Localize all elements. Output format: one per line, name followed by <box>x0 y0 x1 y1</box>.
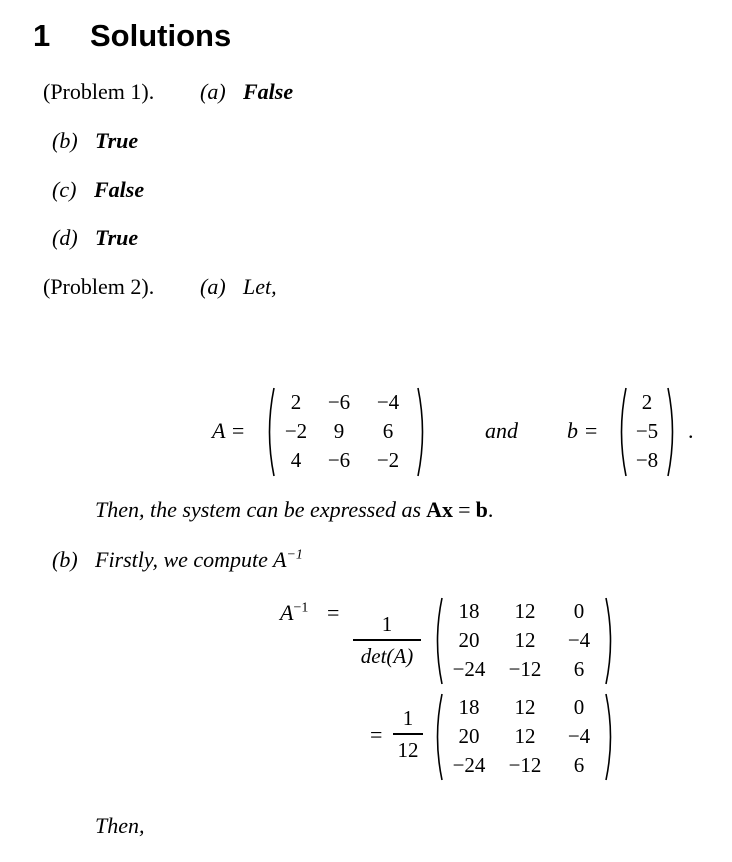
matrix-cell: 6 <box>382 419 394 443</box>
left-paren-icon <box>616 386 628 478</box>
left-paren-icon <box>432 692 444 782</box>
problem-2b-intro <box>95 547 303 573</box>
problem-1-label: (Problem 1). <box>43 79 155 104</box>
matrix-cell: −6 <box>327 448 351 472</box>
fraction-one-over-det <box>353 612 421 668</box>
problem-1-answer-c: False <box>94 177 145 202</box>
matrix-cell: 12 <box>514 628 536 652</box>
vector-cell: 2 <box>641 390 653 414</box>
right-paren-icon <box>604 596 616 686</box>
vector-b <box>616 386 680 478</box>
problem-2-part-a: (a) <box>200 274 226 299</box>
fraction-one-over-twelve <box>393 706 423 762</box>
matrix-cell: −12 <box>508 657 542 681</box>
section-title: Solutions <box>90 18 232 53</box>
matrix-cell: 6 <box>573 657 585 681</box>
matrix-cell: 9 <box>333 419 345 443</box>
matrix-cell: −6 <box>327 390 351 414</box>
fraction-denominator: det(A) <box>360 643 414 668</box>
matrix-cell: −4 <box>567 628 591 652</box>
vector-cell: −5 <box>635 419 659 443</box>
adjugate-matrix-2 <box>432 692 618 782</box>
problem-2b-intro-sup: −1 <box>286 547 303 563</box>
inverse-label <box>280 600 308 626</box>
vector-cell: −8 <box>635 448 659 472</box>
matrix-a-label: A = <box>212 418 246 443</box>
problem-1-part-a: (a) <box>200 79 226 104</box>
matrix-cell: −4 <box>376 390 400 414</box>
right-paren-icon <box>666 386 678 478</box>
matrix-cell: 6 <box>573 753 585 777</box>
equals-sign-1: = <box>327 600 340 625</box>
matrix-cell: 12 <box>514 695 536 719</box>
matrix-cell: 18 <box>458 695 480 719</box>
system-statement-text: Then, the system can be expressed as <box>95 497 422 522</box>
matrix-cell: 20 <box>458 628 480 652</box>
fraction-denominator: 12 <box>397 737 419 762</box>
matrix-cell: 0 <box>573 599 585 623</box>
inverse-label-sup: −1 <box>293 600 309 616</box>
left-paren-icon <box>432 596 444 686</box>
matrix-cell: −24 <box>452 657 486 681</box>
matrix-cell: 12 <box>514 599 536 623</box>
equation-sign: = <box>458 497 471 522</box>
equation-period: . <box>487 497 494 522</box>
left-paren-icon <box>264 386 276 478</box>
matrix-cell: 20 <box>458 724 480 748</box>
problem-1-answer-d: True <box>95 225 139 250</box>
inverse-label-a: A <box>280 600 294 625</box>
matrix-cell: 4 <box>290 448 302 472</box>
matrix-cell: 0 <box>573 695 585 719</box>
problem-1-answer-a: False <box>243 79 294 104</box>
problem-2b-intro-text: Firstly, we compute A <box>95 547 287 572</box>
problem-2b-then: Then, <box>95 813 145 838</box>
problem-2-part-b: (b) <box>52 547 78 572</box>
adjugate-matrix-1 <box>432 596 618 686</box>
vector-b-label: b = <box>567 418 599 443</box>
fraction-numerator: 1 <box>402 706 414 730</box>
matrix-cell: −24 <box>452 753 486 777</box>
system-statement <box>95 497 493 523</box>
fraction-numerator: 1 <box>381 612 393 636</box>
matrix-cell: −4 <box>567 724 591 748</box>
matrix-cell: 2 <box>290 390 302 414</box>
matrix-cell: −2 <box>376 448 400 472</box>
conjunction-and: and <box>485 418 518 443</box>
problem-1-part-b: (b) <box>52 128 78 153</box>
matrix-cell: 18 <box>458 599 480 623</box>
matrix-cell: −2 <box>284 419 308 443</box>
problem-1-answer-b: True <box>95 128 139 153</box>
equation-rhs: b <box>475 497 488 522</box>
problem-2a-intro: Let, <box>243 274 277 299</box>
problem-1-part-c: (c) <box>52 177 77 202</box>
problem-2-label: (Problem 2). <box>43 274 155 299</box>
equals-sign-2: = <box>370 722 383 747</box>
matrix-a <box>264 386 430 478</box>
problem-1-part-d: (d) <box>52 225 78 250</box>
matrix-cell: 12 <box>514 724 536 748</box>
vector-b-period: . <box>688 418 694 443</box>
matrix-cell: −12 <box>508 753 542 777</box>
right-paren-icon <box>416 386 428 478</box>
fraction-bar <box>393 733 423 735</box>
fraction-bar <box>353 639 421 641</box>
section-number: 1 <box>33 18 51 53</box>
equation-lhs: Ax <box>426 497 454 522</box>
right-paren-icon <box>604 692 616 782</box>
